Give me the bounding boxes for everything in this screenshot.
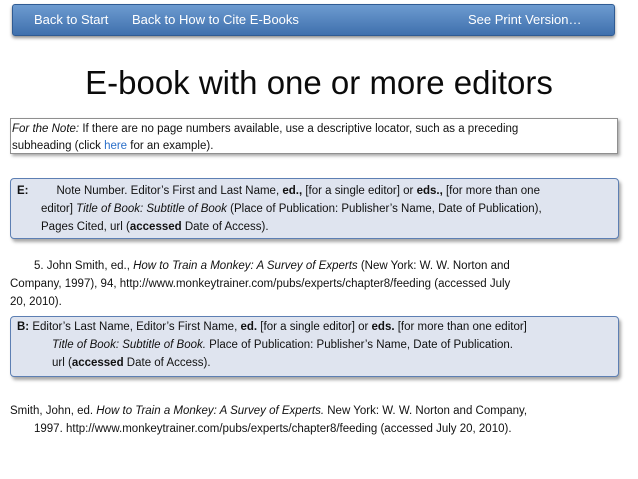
bibliography-format-box — [10, 316, 619, 377]
bibliography-format-line-3: url (accessed Date of Access). — [52, 357, 211, 369]
back-to-start-link[interactable]: Back to Start — [34, 12, 109, 27]
bibliography-example-line-1: Smith, John, ed. How to Train a Monkey: A Survey of Experts. New York: W. W. Norton and Company, — [10, 405, 528, 417]
endnote-format-line-3: Pages Cited, url (accessed Date of Access). — [41, 221, 269, 233]
endnote-format-line-2: editor] Title of Book: Subtitle of Book (Place of Publication: Publisher’s Name, Date of Publication), — [41, 203, 542, 215]
navigation-bar — [12, 4, 615, 36]
bibliography-label: B: — [17, 321, 30, 333]
example-here-link[interactable]: here — [104, 140, 128, 152]
endnote-example-line-2: Company, 1997), 94, http://www.monkeytrainer.com/pubs/experts/chapter8/feeding (accessed July — [10, 278, 511, 290]
bibliography-format-line-2: Title of Book: Subtitle of Book. Place of Publication: Publisher’s Name, Date of Publication. — [52, 339, 513, 351]
endnote-example-line-3: 20, 2010). — [10, 296, 62, 308]
endnote-example-line-1: 5. John Smith, ed., How to Train a Monkey: A Survey of Experts (New York: W. W. Norton and — [34, 260, 510, 272]
back-to-how-to-cite-link[interactable]: Back to How to Cite E-Books — [132, 12, 299, 27]
see-print-version-link[interactable]: See Print Version… — [468, 12, 582, 27]
note-line-1: For the Note: If there are no page numbers available, use a descriptive locator, such as a preceding — [12, 123, 519, 135]
note-label: For the Note: — [12, 123, 80, 135]
bibliography-example-line-2: 1997. http://www.monkeytrainer.com/pubs/experts/chapter8/feeding (accessed July 20, 2010). — [34, 423, 512, 435]
endnote-format-line-1: E: Note Number. Editor’s First and Last Name, ed., [for a single editor] or eds., [for more than one — [17, 185, 540, 197]
note-box — [10, 118, 618, 154]
endnote-example — [10, 257, 626, 311]
endnote-label: E: — [17, 185, 29, 197]
endnote-format-box — [10, 178, 619, 239]
note-line-2: subheading (click here for an example). — [12, 140, 214, 152]
bibliography-example — [10, 402, 626, 438]
page-title: E-book with one or more editors — [85, 64, 553, 101]
bibliography-format-line-1: B: Editor’s Last Name, Editor’s First Name, ed. [for a single editor] or eds. [for more than one editor] — [17, 321, 527, 333]
